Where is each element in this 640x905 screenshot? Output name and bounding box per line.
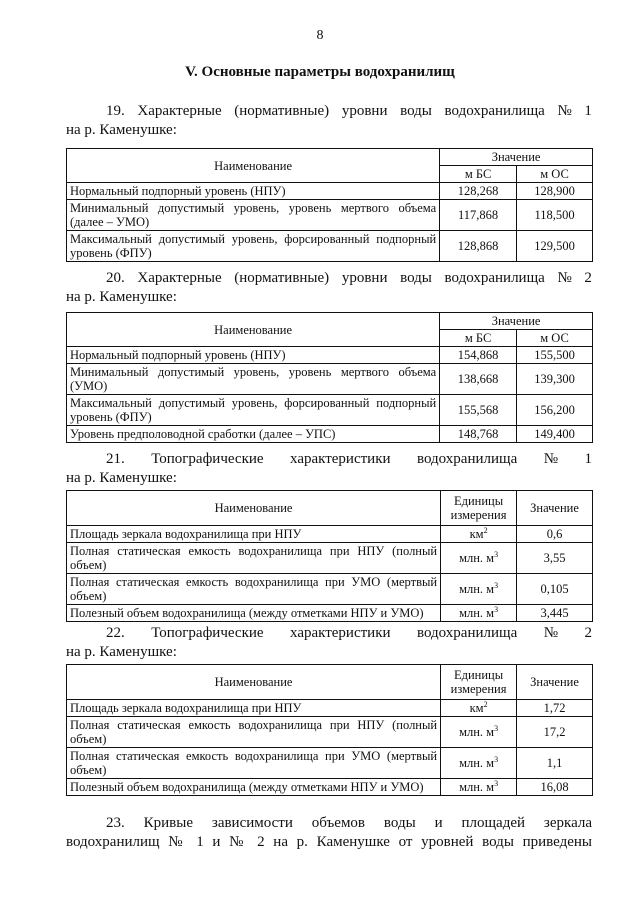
paragraph-word: воды — [400, 270, 432, 286]
row-value: 0,105 — [517, 574, 593, 605]
paragraph-number: 19. — [106, 103, 125, 119]
paragraph-word: водохранилища — [444, 270, 545, 286]
paragraph-20 — [66, 269, 592, 307]
paragraph-word: (нормативные) — [234, 270, 330, 286]
paragraph-line: на р. Каменушке: — [66, 644, 177, 660]
row-m-os: 139,300 — [517, 364, 593, 395]
table-row — [67, 543, 593, 574]
header-value: Значение — [440, 313, 593, 330]
paragraph-word: № — [557, 103, 572, 119]
paragraph-word: характеристики — [290, 451, 391, 467]
header-m-os: м ОС — [517, 166, 593, 183]
header-value: Значение — [440, 149, 593, 166]
table-header-row — [67, 491, 593, 526]
row-m-os: 155,500 — [517, 347, 593, 364]
paragraph-word: № — [557, 270, 572, 286]
paragraph-word: уровни — [341, 270, 388, 286]
table-row — [67, 364, 593, 395]
table-header-row — [67, 313, 593, 330]
header-m-bs: м БС — [440, 166, 517, 183]
paragraph-word: Топографические — [151, 451, 264, 467]
row-name: Полная статическая емкость водохранилища при НПУ (полный объем) — [67, 717, 441, 748]
row-value: 1,72 — [517, 700, 593, 717]
row-name: Полная статическая емкость водохранилища при УМО (мертвый объем) — [67, 574, 441, 605]
topo-table-1 — [66, 490, 593, 622]
row-unit: млн. $м^3$ — [441, 605, 517, 622]
row-unit: $км^2$ — [441, 526, 517, 543]
paragraph-word: водохранилища — [417, 451, 518, 467]
paragraph-word: водохранилища — [417, 625, 518, 641]
paragraph-word: зеркала — [543, 815, 592, 831]
row-name: Полная статическая емкость водохранилища при НПУ (полный объем) — [67, 543, 441, 574]
row-value: 1,1 — [517, 748, 593, 779]
table-row — [67, 347, 593, 364]
paragraph-word: 1 — [584, 451, 592, 467]
header-name: Наименование — [67, 665, 441, 700]
row-unit: млн. $м^3$ — [441, 748, 517, 779]
header-name: Наименование — [67, 149, 440, 183]
row-value: 0,6 — [517, 526, 593, 543]
paragraph-word: 2 — [584, 625, 592, 641]
paragraph-number: 20. — [106, 270, 125, 286]
paragraph-word: № — [543, 451, 559, 467]
row-unit: млн. $м^3$ — [441, 779, 517, 796]
paragraph-line — [66, 269, 592, 288]
paragraph-word: характеристики — [290, 625, 391, 641]
table-row — [67, 700, 593, 717]
table-row — [67, 526, 593, 543]
row-m-os: 129,500 — [517, 231, 593, 262]
levels-table-2 — [66, 312, 593, 443]
paragraph-word: воды — [400, 103, 432, 119]
header-units: Единицы измерения — [441, 665, 517, 700]
header-value: Значение — [517, 665, 593, 700]
row-m-bs: 128,268 — [440, 183, 517, 200]
paragraph-word: Топографические — [151, 625, 264, 641]
row-name: Площадь зеркала водохранилища при НПУ — [67, 526, 441, 543]
paragraph-line — [66, 450, 592, 469]
row-name: Уровень предполоводной сработки (далее – УПС) — [67, 426, 440, 443]
paragraph-word: водохранилища — [444, 103, 545, 119]
paragraph-line — [66, 102, 592, 121]
paragraph-word: объемов — [311, 815, 366, 831]
row-unit: $км^2$ — [441, 700, 517, 717]
paragraph-word: Характерные — [137, 103, 222, 119]
table-header-row — [67, 149, 593, 166]
paragraph-line: на р. Каменушке: — [66, 122, 177, 138]
levels-table-1 — [66, 148, 593, 262]
row-m-bs: 117,868 — [440, 200, 517, 231]
paragraph-word: 1 — [584, 103, 592, 119]
paragraph-word: воды — [383, 815, 416, 831]
paragraph-word: Характерные — [137, 270, 222, 286]
row-name: Минимальный допустимый уровень, уровень мертвого объема (далее – УМО) — [67, 200, 440, 231]
paragraph-word: зависимости — [211, 815, 293, 831]
row-m-os: 118,500 — [517, 200, 593, 231]
row-name: Нормальный подпорный уровень (НПУ) — [67, 347, 440, 364]
header-value: Значение — [517, 491, 593, 526]
paragraph-number: 23. — [106, 815, 125, 831]
row-unit: млн. $м^3$ — [441, 717, 517, 748]
paragraph-line — [66, 624, 592, 643]
paragraph-number: 21. — [106, 451, 125, 467]
row-name: Полезный объем водохранилища (между отметками НПУ и УМО) — [67, 779, 441, 796]
row-m-bs: 154,868 — [440, 347, 517, 364]
page-number: 8 — [316, 28, 324, 43]
row-value: 16,08 — [517, 779, 593, 796]
header-name: Наименование — [67, 313, 440, 347]
paragraph-line: на р. Каменушке: — [66, 289, 177, 305]
paragraph-line: водохранилищ № 1 и № 2 на р. Каменушке от уровней воды приведены — [66, 834, 592, 850]
paragraph-line: на р. Каменушке: — [66, 470, 177, 486]
row-unit: млн. $м^3$ — [441, 543, 517, 574]
paragraph-word: Кривые — [143, 815, 193, 831]
table-row — [67, 426, 593, 443]
row-name: Минимальный допустимый уровень, уровень мертвого объема (УМО) — [67, 364, 440, 395]
row-name: Полезный объем водохранилища (между отметками НПУ и УМО) — [67, 605, 441, 622]
row-name: Нормальный подпорный уровень (НПУ) — [67, 183, 440, 200]
row-m-bs: 138,668 — [440, 364, 517, 395]
paragraph-word: (нормативные) — [234, 103, 330, 119]
table-header-row — [67, 665, 593, 700]
table-row — [67, 395, 593, 426]
paragraph-23 — [66, 814, 592, 852]
table-row — [67, 605, 593, 622]
paragraph-word: и — [434, 815, 443, 831]
paragraph-word: 2 — [584, 270, 592, 286]
row-m-os: 128,900 — [517, 183, 593, 200]
paragraph-21 — [66, 450, 592, 488]
row-name: Площадь зеркала водохранилища при НПУ — [67, 700, 441, 717]
table-row — [67, 717, 593, 748]
table-row — [67, 183, 593, 200]
row-m-bs: 148,768 — [440, 426, 517, 443]
header-name: Наименование — [67, 491, 441, 526]
paragraph-19 — [66, 102, 592, 140]
row-m-os: 156,200 — [517, 395, 593, 426]
row-value: 3,55 — [517, 543, 593, 574]
row-value: 17,2 — [517, 717, 593, 748]
row-m-bs: 155,568 — [440, 395, 517, 426]
table-row — [67, 574, 593, 605]
section-title: V. Основные параметры водохранилищ — [185, 64, 455, 80]
header-m-os: м ОС — [517, 330, 593, 347]
paragraph-number: 22. — [106, 625, 125, 641]
paragraph-22 — [66, 624, 592, 662]
row-value: 3,445 — [517, 605, 593, 622]
header-m-bs: м БС — [440, 330, 517, 347]
table-row — [67, 748, 593, 779]
table-row — [67, 779, 593, 796]
header-units: Единицы измерения — [441, 491, 517, 526]
row-name: Максимальный допустимый уровень, форсированный подпорный уровень (ФПУ) — [67, 231, 440, 262]
row-m-os: 149,400 — [517, 426, 593, 443]
topo-table-2 — [66, 664, 593, 796]
row-unit: млн. $м^3$ — [441, 574, 517, 605]
table-row — [67, 200, 593, 231]
paragraph-word: площадей — [461, 815, 526, 831]
row-name: Максимальный допустимый уровень, форсированный подпорный уровень (ФПУ) — [67, 395, 440, 426]
paragraph-word: уровни — [341, 103, 388, 119]
table-row — [67, 231, 593, 262]
row-m-bs: 128,868 — [440, 231, 517, 262]
row-name: Полная статическая емкость водохранилища при УМО (мертвый объем) — [67, 748, 441, 779]
paragraph-word: № — [543, 625, 559, 641]
paragraph-line — [66, 814, 592, 833]
